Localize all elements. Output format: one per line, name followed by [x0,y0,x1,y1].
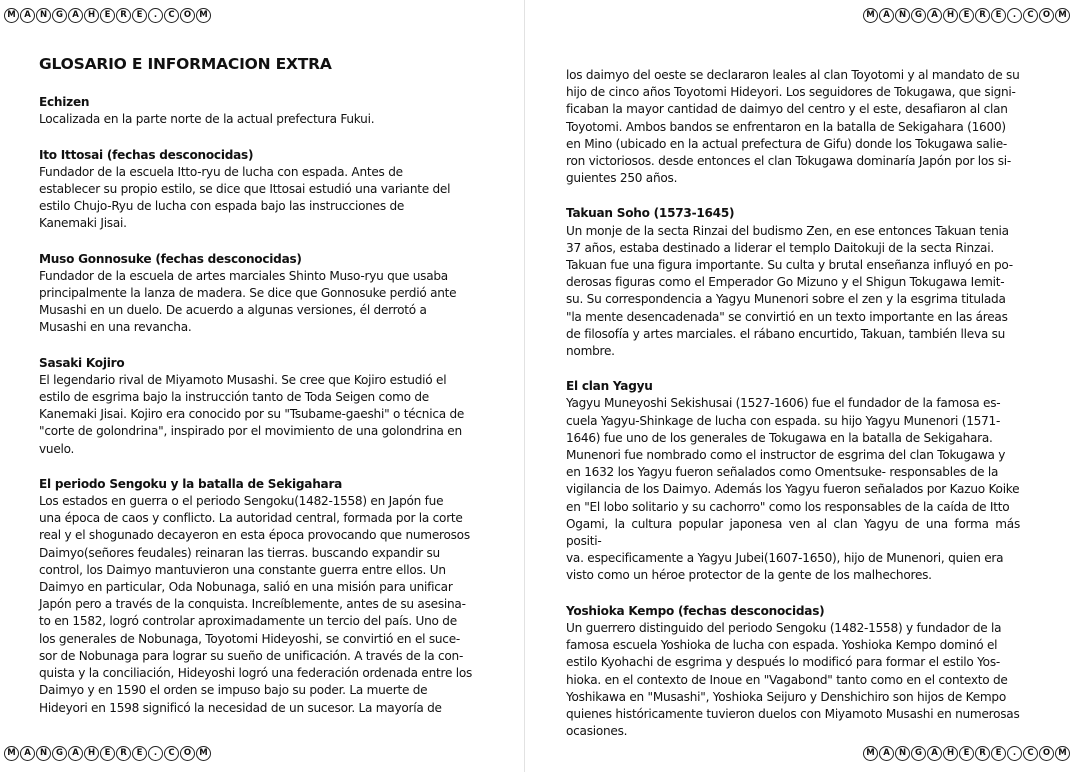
entry-line: El legendario rival de Miyamoto Musashi. Se cree que Kojiro estudió el [39,372,447,387]
watermark-letter: A [879,746,894,761]
entry-line: Musashi en una revancha. [39,320,192,335]
watermark-letter: A [879,8,894,23]
entry-line: ron victoriosos. desde entonces el clan Tokugawa dominaría Japón por los si- [566,154,1011,169]
entry-line: quienes históricamente tuvieron duelos con Miyamoto Musashi en numerosas [566,706,1020,721]
entry-line: Japón pero a través de la conquista. Increíblemente, antes de su asesina- [39,597,466,612]
watermark-letter: . [148,746,163,761]
entry-line: hijo de cinco años Toyotomi Hideyori. Los seguidores de Tokugawa, que signi- [566,85,1016,100]
entry-line: su. Su correspondencia a Yagyu Munenori sobre el zen y la esgrima titulada [566,292,1006,307]
entry-line: Los estados en guerra o el periodo Sengoku(1482-1558) en Japón fue [39,494,444,509]
entry-heading: Takuan Soho (1573-1645) [566,206,735,221]
entry-line: estilo Kyohachi de esgrima y después lo modificó para formar el estilo Yos- [566,655,1000,670]
watermark-letter: H [943,8,958,23]
entry-heading: El clan Yagyu [566,379,653,394]
watermark-letter: M [1055,746,1070,761]
watermark-letter: G [911,8,926,23]
watermark-letter: M [1055,8,1070,23]
watermark-letter: A [927,8,942,23]
entry-line: Yoshikawa en "Musashi", Yoshioka Seijuro y Denshichiro son hijos de Kempo [566,689,1006,704]
entry-line: guientes 250 años. [566,171,678,186]
entry-line: Kanemaki Jisai. Kojiro era conocido por su "Tsubame-gaeshi" o técnica de [39,407,465,422]
entry-line: Daimyo(señores feudales) reinaran las tierras. buscando expandir su [39,545,440,560]
glossary-entry [566,205,1020,360]
entry-line: en "El lobo solitario y su cachorro" como los responsables de la caída de Itto [566,499,1010,514]
watermark-bottom-left [4,746,211,764]
watermark-letter: M [196,746,211,761]
entry-line: estilo de esgrima bajo la instrucción tanto de Toda Seigen como de [39,390,429,405]
entry-line: principalmente la lanza de madera. Se dice que Gonnosuke perdió ante [39,286,457,301]
watermark-letter: N [36,746,51,761]
watermark-letter: R [975,8,990,23]
right-page-column [566,67,1020,758]
watermark-letter: C [164,8,179,23]
entry-line: quista y la conciliación, Hideyoshi logró una federación ordenada entre los [39,666,473,681]
watermark-letter: O [1039,8,1054,23]
entry-line: Yagyu Muneyoshi Sekishusai (1527-1606) fue el fundador de la famosa es- [566,396,1001,411]
watermark-letter: A [20,8,35,23]
watermark-letter: . [1007,8,1022,23]
glossary-entry [39,94,479,128]
entry-line: nombre. [566,344,615,359]
entry-heading: Echizen [39,95,90,110]
watermark-letter: C [164,746,179,761]
entry-line: los daimyo del oeste se declararon leales al clan Toyotomi y al mandato de su [566,68,1020,82]
entry-line: va. especificamente a Yagyu Jubei(1607-1650), hijo de Munenori, quien era [566,551,1004,566]
entry-heading: Yoshioka Kempo (fechas desconocidas) [566,603,825,618]
watermark-letter: E [991,746,1006,761]
watermark-letter: M [4,746,19,761]
entry-heading: El periodo Sengoku y la batalla de Sekigahara [39,476,343,491]
glossary-entry [566,67,1020,187]
entry-line: Fundador de la escuela Itto-ryu de lucha con espada. Antes de [39,164,403,179]
entry-line: visto como un héroe protector de la gente de los malhechores. [566,568,932,583]
watermark-letter: H [84,8,99,23]
watermark-letter: A [927,746,942,761]
entry-line: 37 años, estaba destinado a liderar el templo Daitokuji de la secta Rinzai. [566,240,994,255]
entry-line: sor de Nobunaga para lograr su sueño de unificación. A través de la con- [39,648,464,663]
watermark-letter: M [863,746,878,761]
glossary-entry [566,603,1020,741]
entry-line: Ogami, la cultura popular japonesa ven al clan Yagyu de una forma más positi- [566,516,1020,549]
watermark-letter: E [991,8,1006,23]
watermark-letter: E [132,8,147,23]
watermark-letter: N [895,746,910,761]
watermark-letter: E [959,8,974,23]
entry-line: cuela Yagyu-Shinkage de lucha con espada. su hijo Yagyu Munenori (1571- [566,413,1001,428]
watermark-top-left [4,8,211,26]
watermark-letter: C [1023,8,1038,23]
entry-line: famosa escuela Yoshioka de lucha con espada. Yoshioka Kempo dominó el [566,638,998,653]
entry-line: de filosofía y artes marciales. el rábano encurtido, Takuan, también lleva su [566,326,1006,341]
entry-line: Munenori fue nombrado como el instructor de esgrima del clan Tokugawa y [566,448,1006,463]
glossary-title: GLOSARIO E INFORMACION EXTRA [39,55,332,73]
entry-line: hioka. en el contexto de Inoue en "Vagabond" tanto como en el contexto de [566,672,1008,687]
page-gutter [524,0,525,772]
entry-line: en Mino (ubicado en la actual prefectura de Gifu) donde los Tokugawa salie- [566,136,1008,151]
entry-line: Un monje de la secta Rinzai del budismo Zen, en ese entonces Takuan tenia [566,223,1009,238]
glossary-entry [39,147,479,233]
glossary-entry [39,251,479,337]
watermark-letter: A [20,746,35,761]
entry-line: "corte de golondrina", inspirado por el movimiento de una golondrina en [39,424,462,439]
watermark-letter: O [1039,746,1054,761]
glossary-entry [39,476,479,717]
entry-line: Un guerrero distinguido del periodo Sengoku (1482-1558) y fundador de la [566,620,1002,635]
watermark-letter: R [116,746,131,761]
watermark-letter: G [52,8,67,23]
watermark-letter: A [68,8,83,23]
entry-line: Daimyo y en 1590 el orden se impuso bajo su poder. La muerte de [39,683,428,698]
watermark-letter: N [36,8,51,23]
left-page-column [39,56,479,735]
watermark-letter: E [132,746,147,761]
watermark-letter: M [863,8,878,23]
glossary-entry [566,378,1020,584]
watermark-top-right [863,8,1070,26]
entry-line: vuelo. [39,441,75,456]
watermark-letter: H [84,746,99,761]
glossary-entry [39,355,479,458]
entry-heading: Sasaki Kojiro [39,355,125,370]
entry-line: los generales de Nobunaga, Toyotomi Hideyoshi, se convirtió en el suce- [39,631,461,646]
entry-line: 1646) fue uno de los generales de Tokugawa en la batalla de Sekigahara. [566,430,993,445]
watermark-letter: H [943,746,958,761]
entry-line: Kanemaki Jisai. [39,216,127,231]
watermark-letter: O [180,8,195,23]
entry-line: "la mente desencadenada" se convirtió en un texto importante en las áreas [566,309,1008,324]
entry-line: una época de caos y conflicto. La autoridad central, formada por la corte [39,511,463,526]
watermark-letter: . [1007,746,1022,761]
watermark-letter: M [196,8,211,23]
watermark-letter: G [911,746,926,761]
entry-line: control, los Daimyo mantuvieron una constante guerra entre ellos. Un [39,562,446,577]
watermark-letter: N [895,8,910,23]
entry-line: to en 1582, logró controlar aproximadamente un tercio del país. Uno de [39,614,457,629]
entry-line: Takuan fue una figura importante. Su culta y brutal enseñanza influyó en po- [566,258,1013,273]
watermark-letter: O [180,746,195,761]
entry-heading: Ito Ittosai (fechas desconocidas) [39,147,254,162]
watermark-letter: . [148,8,163,23]
entry-line: ocasiones. [566,724,628,739]
watermark-letter: R [975,746,990,761]
watermark-letter: R [116,8,131,23]
watermark-letter: A [68,746,83,761]
watermark-letter: E [100,746,115,761]
entry-line: Fundador de la escuela de artes marciales Shinto Muso-ryu que usaba [39,268,448,283]
entry-line: Localizada en la parte norte de la actual prefectura Fukui. [39,112,375,127]
entry-heading: Muso Gonnosuke (fechas desconocidas) [39,251,302,266]
watermark-letter: E [100,8,115,23]
entry-line: en 1632 los Yagyu fueron señalados como Omentsuke- responsables de la [566,465,999,480]
entry-line: derosas figuras como el Emperador Go Mizuno y el Shigun Tokugawa Iemit- [566,275,1005,290]
entry-line: Daimyo en particular, Oda Nobunaga, salió en una misión para unificar [39,580,453,595]
left-entries [39,94,479,717]
watermark-letter: C [1023,746,1038,761]
entry-line: real y el shogunado decayeron en esta época provocando que numerosos [39,528,470,543]
entry-line: Toyotomi. Ambos bandos se enfrentaron en la batalla de Sekigahara (1600) [566,119,1006,134]
right-entries [566,67,1020,740]
watermark-letter: M [4,8,19,23]
entry-line: vigilancia de los Daimyo. Además los Yagyu fueron señalados por Kazuo Koike [566,482,1020,497]
entry-line: ficaban la mayor cantidad de daimyo del centro y el este, desafiaron al clan [566,102,1008,117]
entry-line: Musashi en un duelo. De acuerdo a algunas versiones, él derrotó a [39,303,427,318]
watermark-letter: E [959,746,974,761]
watermark-letter: G [52,746,67,761]
entry-line: establecer su propio estilo, se dice que Ittosai estudió una variante del [39,182,451,197]
entry-line: Hideyori en 1598 significó la necesidad de un sucesor. La mayoría de [39,700,442,715]
entry-line: estilo Chujo-Ryu de lucha con espada bajo las instrucciones de [39,199,405,214]
